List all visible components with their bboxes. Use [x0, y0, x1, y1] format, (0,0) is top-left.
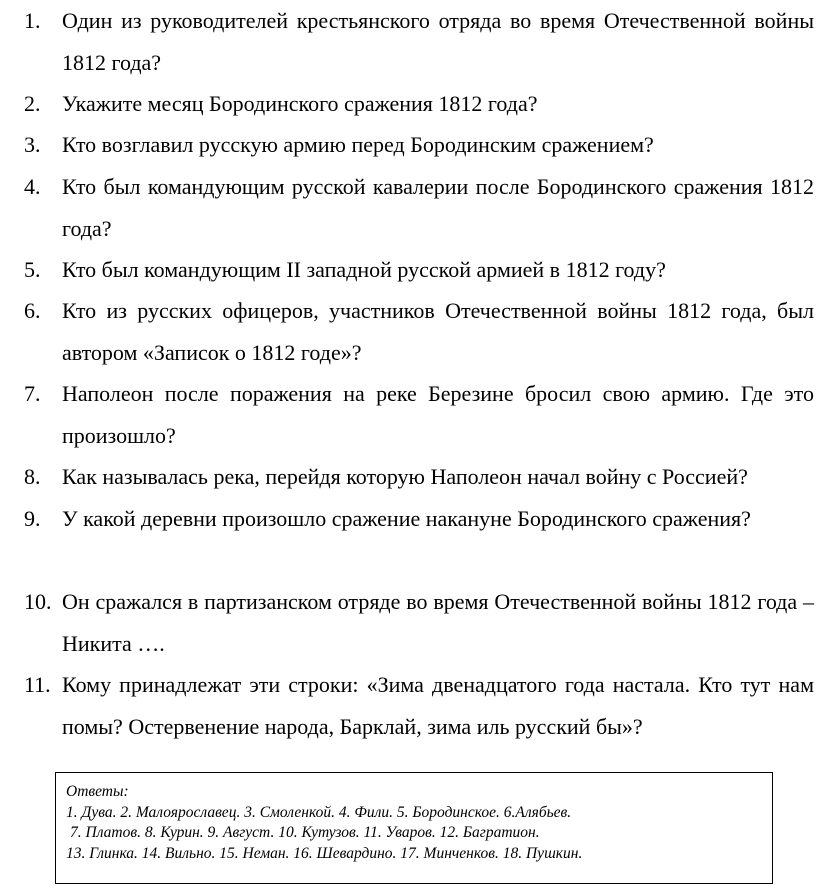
- question-text: Как называлась река, перейдя которую Наполеон начал войну с Россией?: [62, 464, 748, 489]
- question-item: [0, 373, 816, 456]
- question-text: Кто был командующим русской кавалерии после Бородинского сражения 1812 года?: [62, 174, 814, 241]
- question-item: [0, 124, 816, 166]
- question-item: [0, 166, 816, 249]
- question-text: У какой деревни произошло сражение накануне Бородинского сражения?: [62, 506, 751, 531]
- question-text: Один из руководителей крестьянского отряда во время Отечественной войны 1812 года?: [62, 8, 814, 75]
- question-item: [0, 581, 816, 664]
- question-number: 10.: [24, 589, 52, 614]
- question-item: [0, 456, 816, 498]
- question-item: [0, 290, 816, 373]
- question-number: 4.: [24, 174, 41, 199]
- question-item: [0, 664, 816, 747]
- question-number: 3.: [24, 132, 41, 157]
- question-text: Кто был командующим II западной русской армией в 1812 году?: [62, 257, 666, 282]
- question-text: Он сражался в партизанском отряде во время Отечественной войны 1812 года – Никита ….: [62, 589, 814, 656]
- question-text: Наполеон после поражения на реке Березине бросил свою армию. Где это произошло?: [62, 381, 814, 448]
- question-number: 5.: [24, 257, 41, 282]
- question-item: [0, 249, 816, 291]
- answers-title: Ответы:: [66, 783, 129, 800]
- question-item: [0, 83, 816, 125]
- answers-line: 1. Дува. 2. Малоярославец. 3. Смоленкой. 4. Фили. 5. Бородинское. 6.Алябьев.: [66, 803, 572, 821]
- question-number: 6.: [24, 298, 41, 323]
- question-text: Кто из русских офицеров, участников Отечественной войны 1812 года, был автором «Записок о 1812 годе»?: [62, 298, 814, 365]
- question-number: 1.: [24, 8, 41, 33]
- question-text: Кому принадлежат эти строки: «Зима двенадцатого года настала. Кто тут нам помы? Остервенение народа, Барклай, зима иль русский бы»?: [62, 672, 814, 739]
- question-number: 9.: [24, 506, 41, 531]
- question-number: 2.: [24, 91, 41, 116]
- question-text: Кто возглавил русскую армию перед Бородинским сражением?: [62, 132, 654, 157]
- answers-line: 13. Глинка. 14. Вильно. 15. Неман. 16. Шевардино. 17. Минченков. 18. Пушкин.: [66, 844, 583, 862]
- question-text: Укажите месяц Бородинского сражения 1812 года?: [62, 91, 538, 116]
- question-number: 8.: [24, 464, 41, 489]
- question-number: 11.: [24, 672, 51, 697]
- question-item: [0, 498, 816, 540]
- question-item: [0, 0, 816, 83]
- answers-line: 7. Платов. 8. Курин. 9. Август. 10. Кутузов. 11. Уваров. 12. Багратион.: [70, 824, 540, 841]
- question-number: 7.: [24, 381, 41, 406]
- answers-box: [55, 772, 773, 884]
